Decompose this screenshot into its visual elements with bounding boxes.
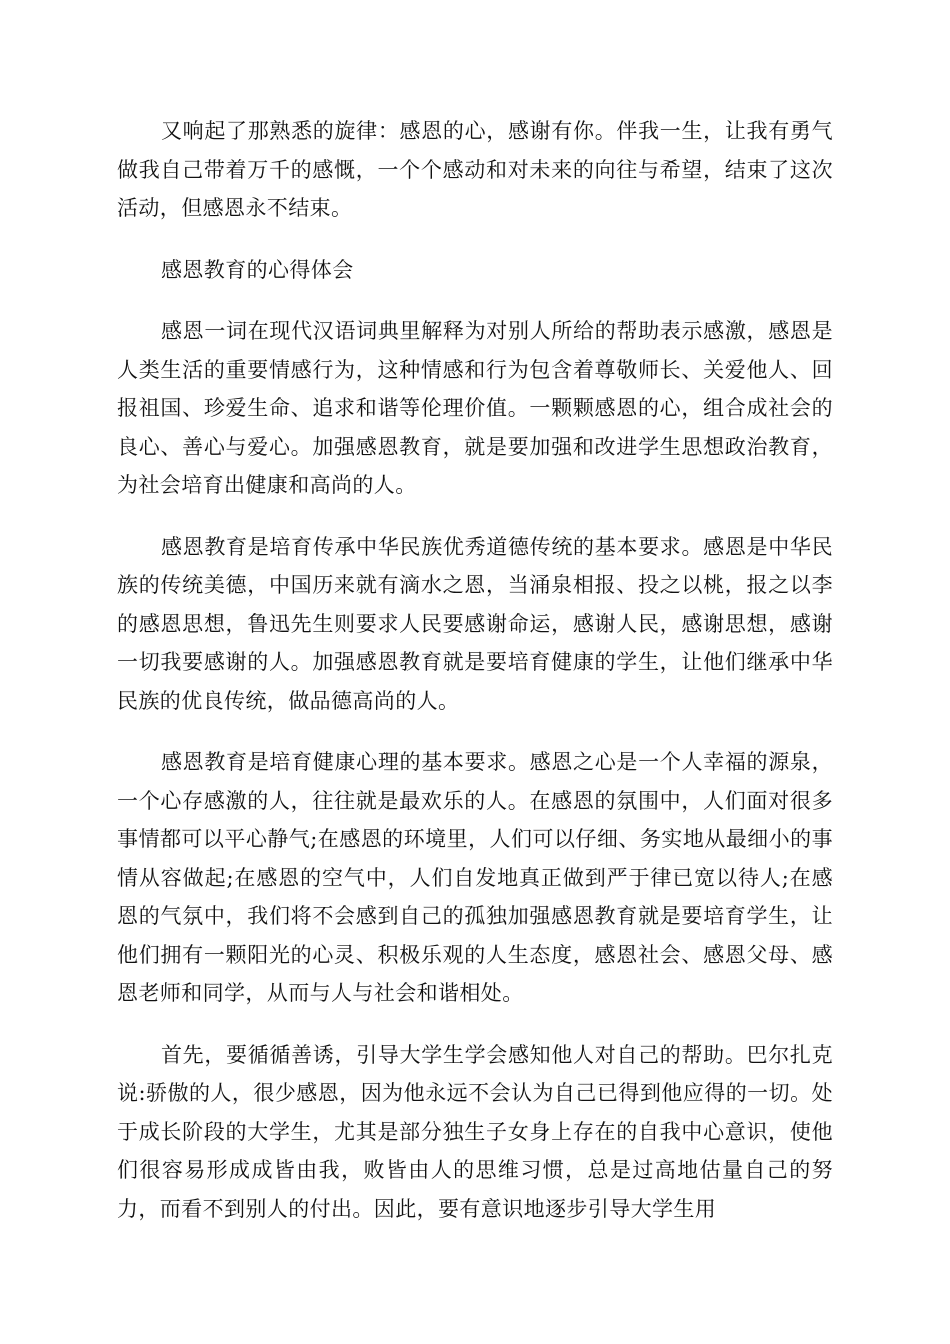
paragraph-1: 又响起了那熟悉的旋律：感恩的心，感谢有你。伴我一生，让我有勇气做我自己带着万千的感慨，一个个感动和对未来的向往与希望，结束了这次活动，但感恩永不结束。 (117, 119, 833, 220)
document-page (117, 112, 833, 1251)
section-heading: 感恩教育的心得体会 (161, 257, 354, 282)
paragraph-4: 感恩教育是培育健康心理的基本要求。感恩之心是一个人幸福的源泉，一个心存感激的人，往往就是最欢乐的人。在感恩的氛围中，人们面对很多事情都可以平心静气;在感恩的环境里，人们可以仔细、务实地从最细小的事情从容做起;在感恩的空气中，人们自发地真正做到严于律已宽以待人;在感恩的气氛中，我们将不会感到自己的孤独加强感恩教育就是要培育学生，让他们拥有一颗阳光的心灵、积极乐观的人生态度，感恩社会、感恩父母、感恩老师和同学，从而与人与社会和谐相处。 (117, 750, 833, 1005)
paragraph-2: 感恩一词在现代汉语词典里解释为对别人所给的帮助表示感激，感恩是人类生活的重要情感行为，这种情感和行为包含着尊敬师长、关爱他人、回报祖国、珍爱生命、追求和谐等伦理价值。一颗颗感恩的心，组合成社会的良心、善心与爱心。加强感恩教育，就是要加强和改进学生思想政治教育，为社会培育出健康和高尚的人。 (117, 319, 833, 497)
paragraph-3: 感恩教育是培育传承中华民族优秀道德传统的基本要求。感恩是中华民族的传统美德，中国历来就有滴水之恩，当涌泉相报、投之以桃，报之以李的感恩思想，鲁迅先生则要求人民要感谢命运，感谢人民，感谢思想，感谢一切我要感谢的人。加强感恩教育就是要培育健康的学生，让他们继承中华民族的优良传统，做品德高尚的人。 (117, 534, 833, 713)
paragraph-5: 首先，要循循善诱，引导大学生学会感知他人对自己的帮助。巴尔扎克说:骄傲的人，很少感恩，因为他永远不会认为自己已得到他应得的一切。处于成长阶段的大学生，尤其是部分独生子女身上存在的自我中心意识，使他们很容易形成成皆由我，败皆由人的思维习惯，总是过高地估量自己的努力，而看不到别人的付出。因此，要有意识地逐步引导大学生用 (117, 1042, 833, 1221)
